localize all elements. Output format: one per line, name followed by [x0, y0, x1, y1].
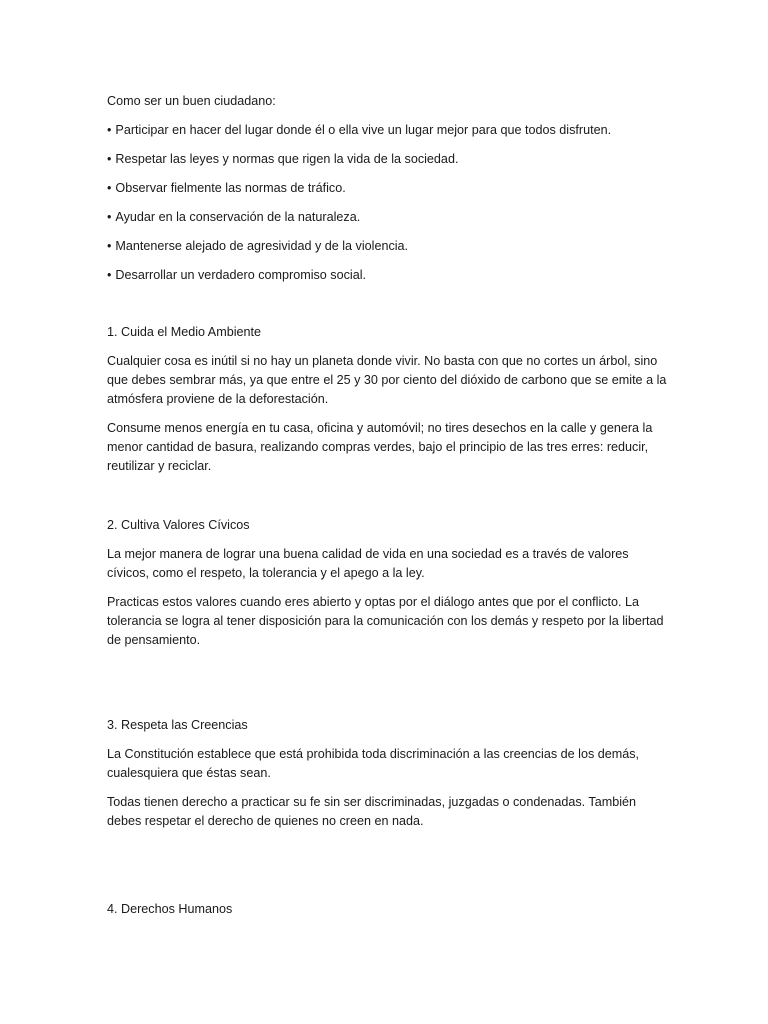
intro-bullet-list — [107, 121, 668, 285]
section-creencias — [107, 716, 668, 831]
list-item-text: Respetar las leyes y normas que rigen la vida de la sociedad. — [115, 152, 459, 166]
bullet-icon: • — [107, 123, 112, 137]
section-paragraph: Cualquier cosa es inútil si no hay un planeta donde vivir. No basta con que no cortes un árbol, sino que debes sembrar más, ya que entre el 25 y 30 por ciento del dióxido de carbono que se emite a la atmósfera proviene de la deforestación. — [107, 354, 667, 406]
section-derechos-humanos — [107, 900, 668, 929]
list-item-text: Participar en hacer del lugar donde él o ella vive un lugar mejor para que todos disfruten. — [115, 123, 612, 137]
section-paragraph: La mejor manera de lograr una buena calidad de vida en una sociedad es a través de valores cívicos, como el respeto, la tolerancia y el apego a la ley. — [107, 547, 629, 580]
list-item-text: Mantenerse alejado de agresividad y de la violencia. — [115, 239, 409, 253]
bullet-icon: • — [107, 268, 112, 282]
list-item-text: Desarrollar un verdadero compromiso social. — [115, 268, 366, 282]
list-item — [107, 150, 668, 169]
section-heading: 3. Respeta las Creencias — [107, 718, 248, 732]
section-paragraph: Todas tienen derecho a practicar su fe sin ser discriminadas, juzgadas o condenadas. También debes respetar el derecho de quienes no creen en nada. — [107, 795, 637, 828]
section-heading: 1. Cuida el Medio Ambiente — [107, 325, 262, 339]
list-item — [107, 208, 668, 227]
list-item — [107, 179, 668, 198]
section-medio-ambiente — [107, 323, 668, 476]
intro-title: Como ser un buen ciudadano: — [107, 94, 276, 108]
section-valores-civicos — [107, 516, 668, 650]
list-item-text: Observar fielmente las normas de tráfico. — [115, 181, 346, 195]
bullet-icon: • — [107, 152, 112, 166]
bullet-icon: • — [107, 210, 112, 224]
list-item — [107, 121, 668, 140]
section-paragraph: La Constitución establece que está prohibida toda discriminación a las creencias de los demás, cualesquiera que éstas sean. — [107, 747, 640, 780]
list-item-text: Ayudar en la conservación de la naturaleza. — [115, 210, 361, 224]
list-item — [107, 266, 668, 285]
section-heading: 4. Derechos Humanos — [107, 902, 233, 916]
bullet-icon: • — [107, 239, 112, 253]
section-paragraph: Consume menos energía en tu casa, oficina y automóvil; no tires desechos en la calle y genera la menor cantidad de basura, realizando compras verdes, bajo el principio de las tres erres: reducir, reutilizar y reciclar. — [107, 421, 653, 473]
section-paragraph: Practicas estos valores cuando eres abierto y optas por el diálogo antes que por el conflicto. La tolerancia se logra al tener disposición para la comunicación con los demás y respeto por la libertad de pensamiento. — [107, 595, 664, 647]
list-item — [107, 237, 668, 256]
section-heading: 2. Cultiva Valores Cívicos — [107, 518, 250, 532]
bullet-icon: • — [107, 181, 112, 195]
